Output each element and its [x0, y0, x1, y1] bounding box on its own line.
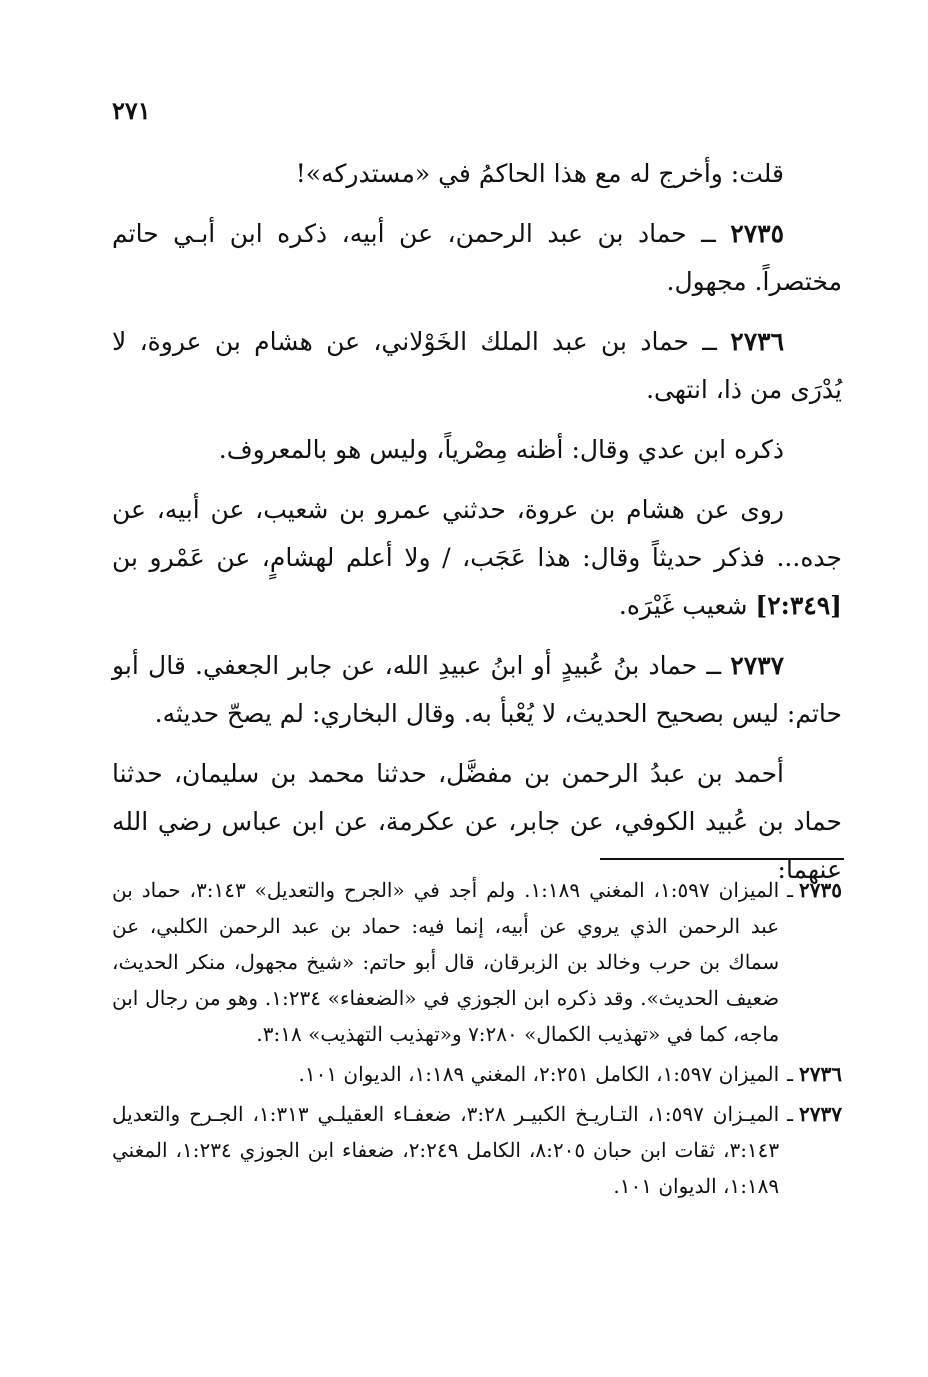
entry-text: حماد بن عبد الملك الخَوْلاني، عن هشام بن عروة، لا يُدْرَى من ذا، انتهى. [112, 327, 842, 404]
riwaya-text-end: شعيب غَيْرَه. [618, 591, 748, 620]
footnote-2735 [112, 872, 842, 1052]
entry-2735: ٢٧٣٥ ــ حماد بن عبد الرحمن، عن أبيه، ذكره ابن أبـي حاتم مختصراً. مجهول. [112, 219, 842, 296]
footnote-text: الميـزان ١:٥٩٧، التـاريـخ الكبيـر ٣:٢٨، ضعفـاء العقيلـي ١:٣١٣، الجـرح والتعديل ٣:١٤٣، ثقات ابن حبان ٨:٢٠٥، الكامل ٢:٢٤٩، ضعفاء ابن الجوزي ١:٢٣٤، المغني ١:١٨٩، الديوان ١٠١. [112, 1102, 780, 1198]
page-number: ٢٧١ [112, 96, 151, 125]
riwaya-text: روى عن هشام بن عروة، حدثني عمرو بن شعيب، عن أبيه، عن جده... فذكر حديثاً وقال: هذا عَجَب، / ولا أعلم لهشامٍ، عن عَمْرو بن [112, 495, 842, 572]
footnote-text: الميزان ١:٥٩٧، المغني ١:١٨٩. ولم أجد في «الجرح والتعديل» ٣:١٤٣، حماد بن عبد الرحمن الذي يروي عن أبيه، إنما فيه: حماد بن عبد الرحمن الكلبي، عن سماك بن حرب وخالد بن الزبرقان، قال أبو حاتم: «شيخ مجهول، منكر الحديث، ضعيف الحديث». وقد ذكره ابن الجوزي في «الضعفاء» ١:٢٣٤. وهو من رجال ابن ماجه، كما في «تهذيب الكمال» ٧:٢٨٠ و«تهذيب التهذيب» ٣:١٨. [112, 878, 780, 1046]
entry-text: حماد بن عبد الرحمن، عن أبيه، ذكره ابن أبـي حاتم مختصراً. مجهول. [112, 219, 842, 296]
footnote-dash: ـ [787, 1062, 794, 1086]
entry-text: حماد بنُ عُبيدٍ أو ابنُ عبيدِ الله، عن جابر الجعفي. قال أبو حاتم: ليس بصحيح الحديث، لا يُعْبأ به. وقال البخاري: لم يصحّ حديثه. [112, 651, 842, 728]
entry-number: ٢٧٣٧ [730, 651, 785, 680]
paragraph-ibn-adi: ذكره ابن عدي وقال: أظنه مِصْرياً، وليس هو بالمعروف. [218, 435, 784, 464]
paragraph-isnad: أحمد بن عبدُ الرحمن بن مفضَّل، حدثنا محمد بن سليمان، حدثنا حماد بن عُبيد الكوفي، عن جابر، عن عكرمة، عن ابن عباس رضي الله عنهما: [112, 759, 842, 884]
entry-2737: ٢٧٣٧ ــ حماد بنُ عُبيدٍ أو ابنُ عبيدِ الله، عن جابر الجعفي. قال أبو حاتم: ليس بصحيح الحديث، لا يُعْبأ به. وقال البخاري: لم يصحّ حديثه. [112, 651, 842, 728]
footnotes [112, 872, 842, 1208]
footnote-divider [600, 858, 844, 860]
footnote-dash: ـ [787, 1102, 794, 1126]
footnote-2736 [112, 1056, 842, 1092]
entry-number: ٢٧٣٥ [730, 219, 785, 248]
footnote-number: ٢٧٣٧ [799, 1102, 842, 1126]
entry-2736: ٢٧٣٦ ــ حماد بن عبد الملك الخَوْلاني، عن هشام بن عروة، لا يُدْرَى من ذا، انتهى. [112, 327, 842, 404]
entry-number: ٢٧٣٦ [730, 327, 785, 356]
footnote-number: ٢٧٣٦ [799, 1062, 842, 1086]
paragraph-hakim-note: قلت: وأخرج له مع هذا الحاكمُ في «مستدركه»! [295, 159, 784, 188]
footnote-dash: ـ [787, 878, 794, 902]
footnote-2737 [112, 1096, 842, 1204]
footnote-number: ٢٧٣٥ [799, 878, 842, 902]
paragraph-riwaya [112, 486, 842, 630]
main-text [112, 150, 842, 906]
volume-page-reference: [٢:٣٤٩] [755, 591, 842, 620]
footnote-text: الميزان ١:٥٩٧، الكامل ٢:٢٥١، المغني ١:١٨٩، الديوان ١٠١. [298, 1062, 780, 1086]
